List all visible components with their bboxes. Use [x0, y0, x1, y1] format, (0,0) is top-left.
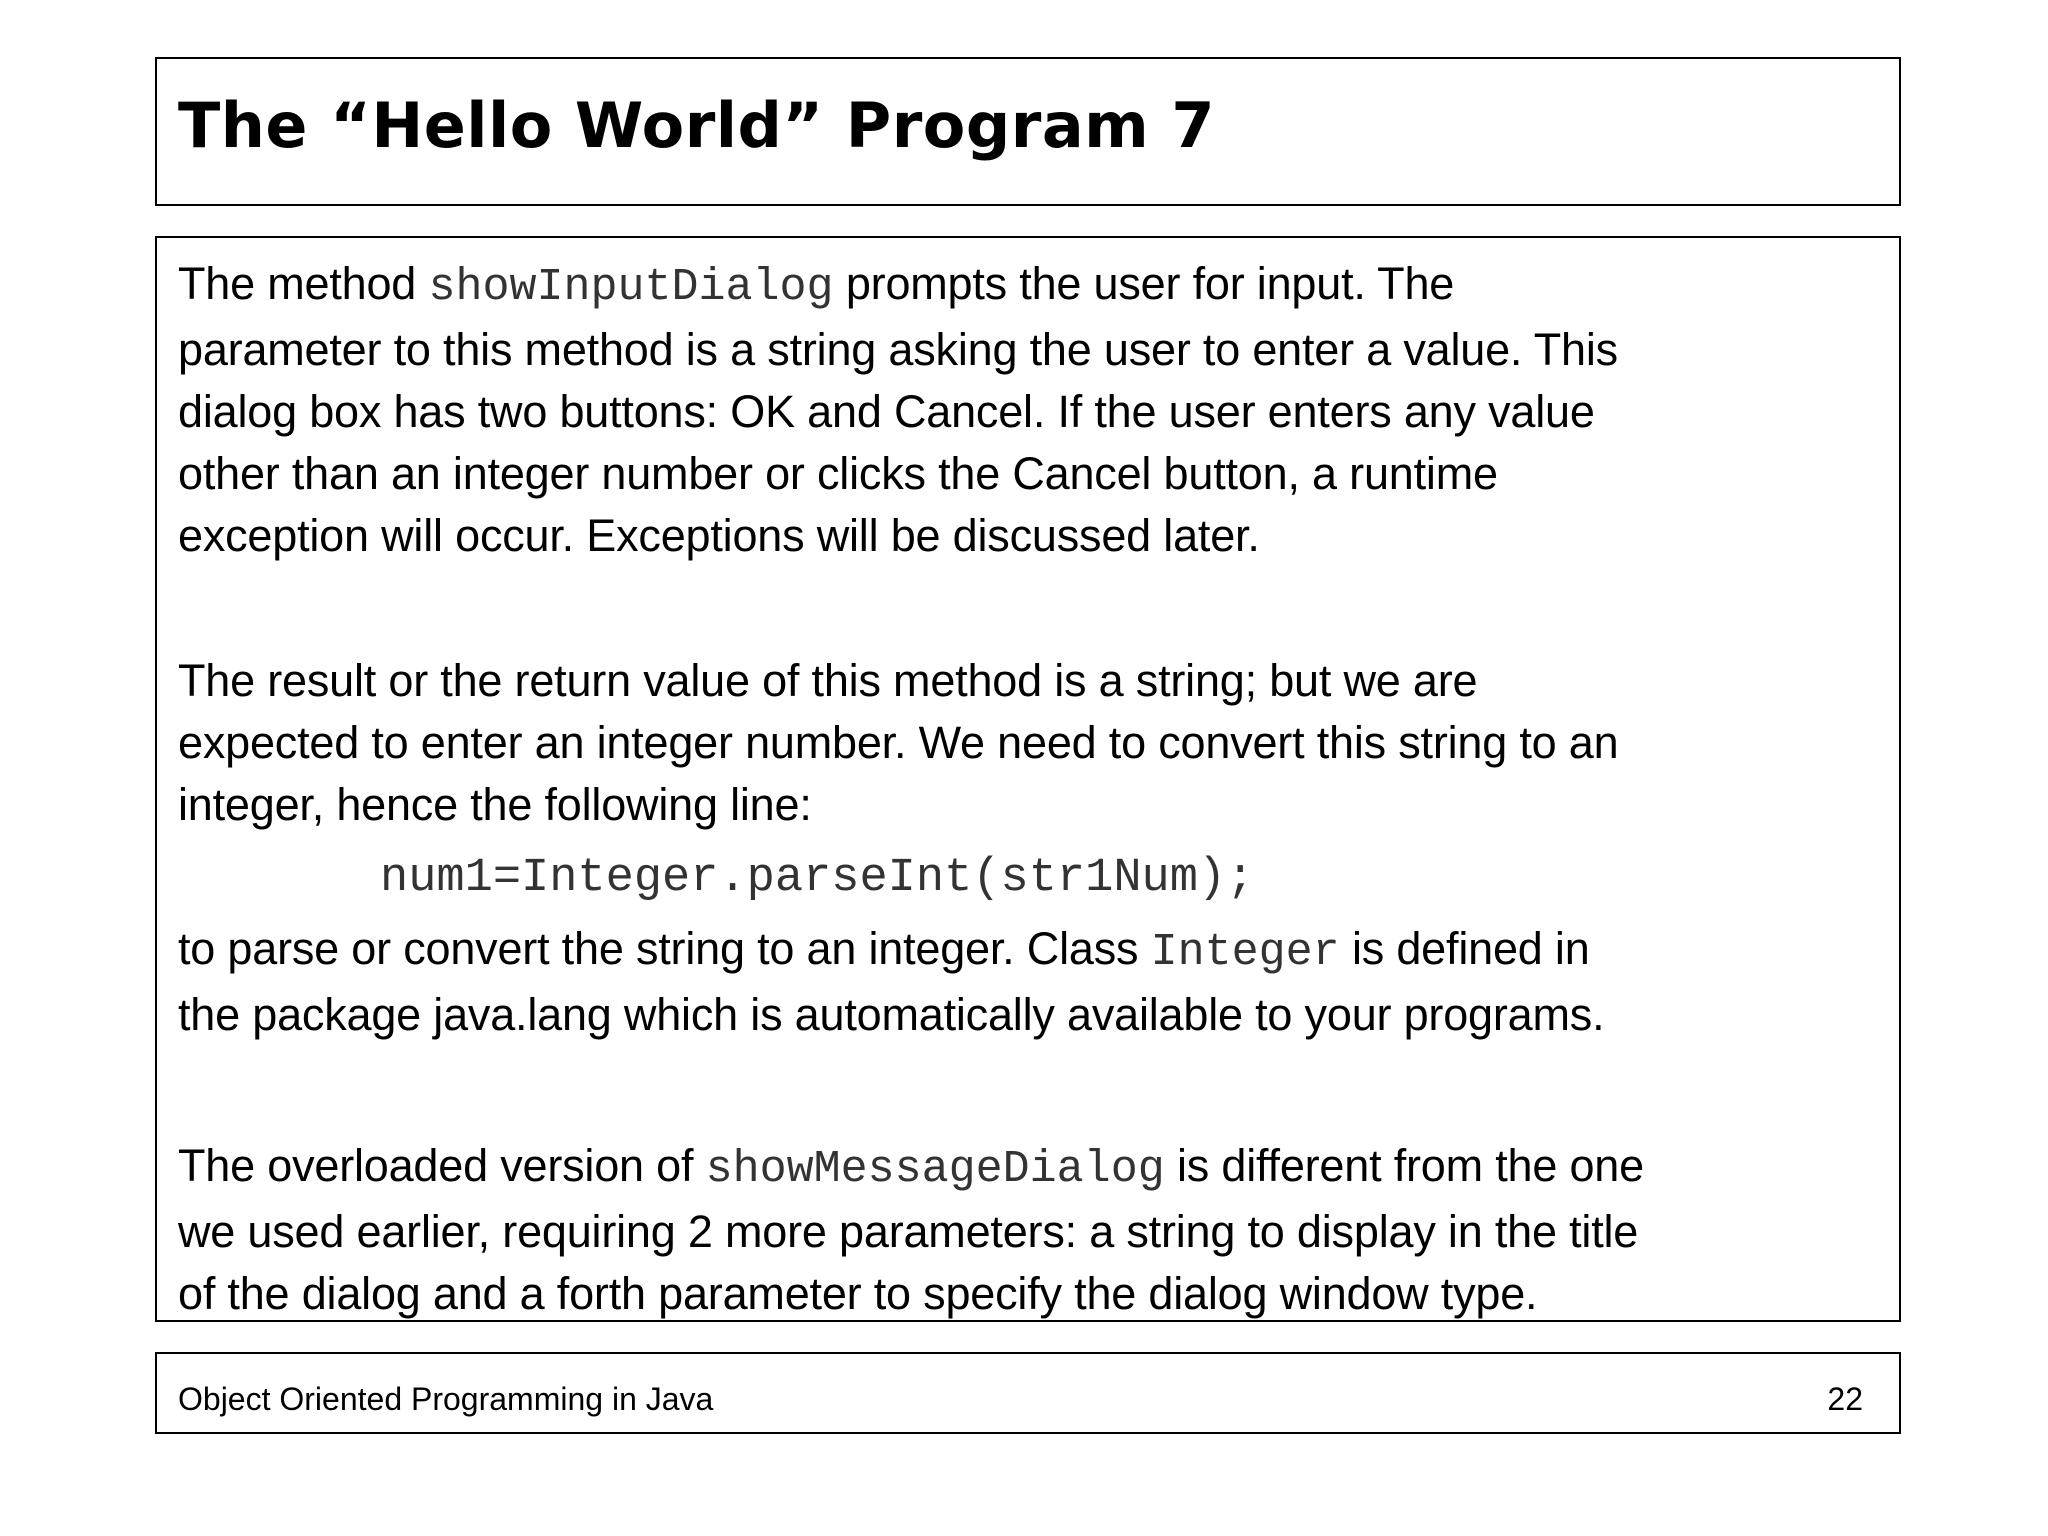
- text-span: The overloaded version of: [178, 1140, 706, 1191]
- text-line: the package java.lang which is automatically available to your programs.: [178, 989, 1605, 1040]
- code-parseint-line: num1=Integer.parseInt(str1Num);: [380, 852, 1255, 905]
- paragraph-integer-class: [178, 918, 1878, 1046]
- text-span: to parse or convert the string to an integer. Class: [178, 923, 1151, 974]
- text-line: exception will occur. Exceptions will be discussed later.: [178, 510, 1260, 561]
- paragraph-input-dialog: [178, 253, 1878, 567]
- footer-box: [155, 1352, 1901, 1434]
- footer-course-title: Object Oriented Programming in Java: [178, 1381, 714, 1417]
- paragraph-return-value: [178, 650, 1878, 836]
- text-line: dialog box has two buttons: OK and Cancel. If the user enters any value: [178, 386, 1595, 437]
- text-line: we used earlier, requiring 2 more parameters: a string to display in the title: [178, 1206, 1639, 1257]
- title-box: [155, 57, 1901, 206]
- text-line: parameter to this method is a string asking the user to enter a value. This: [178, 324, 1618, 375]
- content-box: [155, 236, 1901, 1322]
- text-span: is different from the one: [1164, 1140, 1644, 1191]
- text-line: of the dialog and a forth parameter to specify the dialog window type.: [178, 1268, 1538, 1319]
- text-line: integer, hence the following line:: [178, 779, 812, 830]
- text-line: expected to enter an integer number. We need to convert this string to an: [178, 717, 1619, 768]
- page-number: 22: [1827, 1381, 1863, 1417]
- text-line: [178, 253, 1878, 319]
- text-line: The result or the return value of this method is a string; but we are: [178, 655, 1478, 706]
- code-integer: Integer: [1150, 927, 1340, 978]
- text-span: The method: [178, 258, 429, 309]
- slide-title: The “Hello World” Program 7: [178, 89, 1215, 162]
- text-span: prompts the user for input. The: [833, 258, 1455, 309]
- code-showmessagedialog: showMessageDialog: [705, 1144, 1165, 1195]
- text-line: [178, 1135, 1878, 1201]
- text-span: is defined in: [1339, 923, 1590, 974]
- text-line: [178, 918, 1878, 984]
- code-showinputdialog: showInputDialog: [428, 262, 834, 313]
- paragraph-message-dialog: [178, 1135, 1878, 1325]
- text-line: other than an integer number or clicks the Cancel button, a runtime: [178, 448, 1498, 499]
